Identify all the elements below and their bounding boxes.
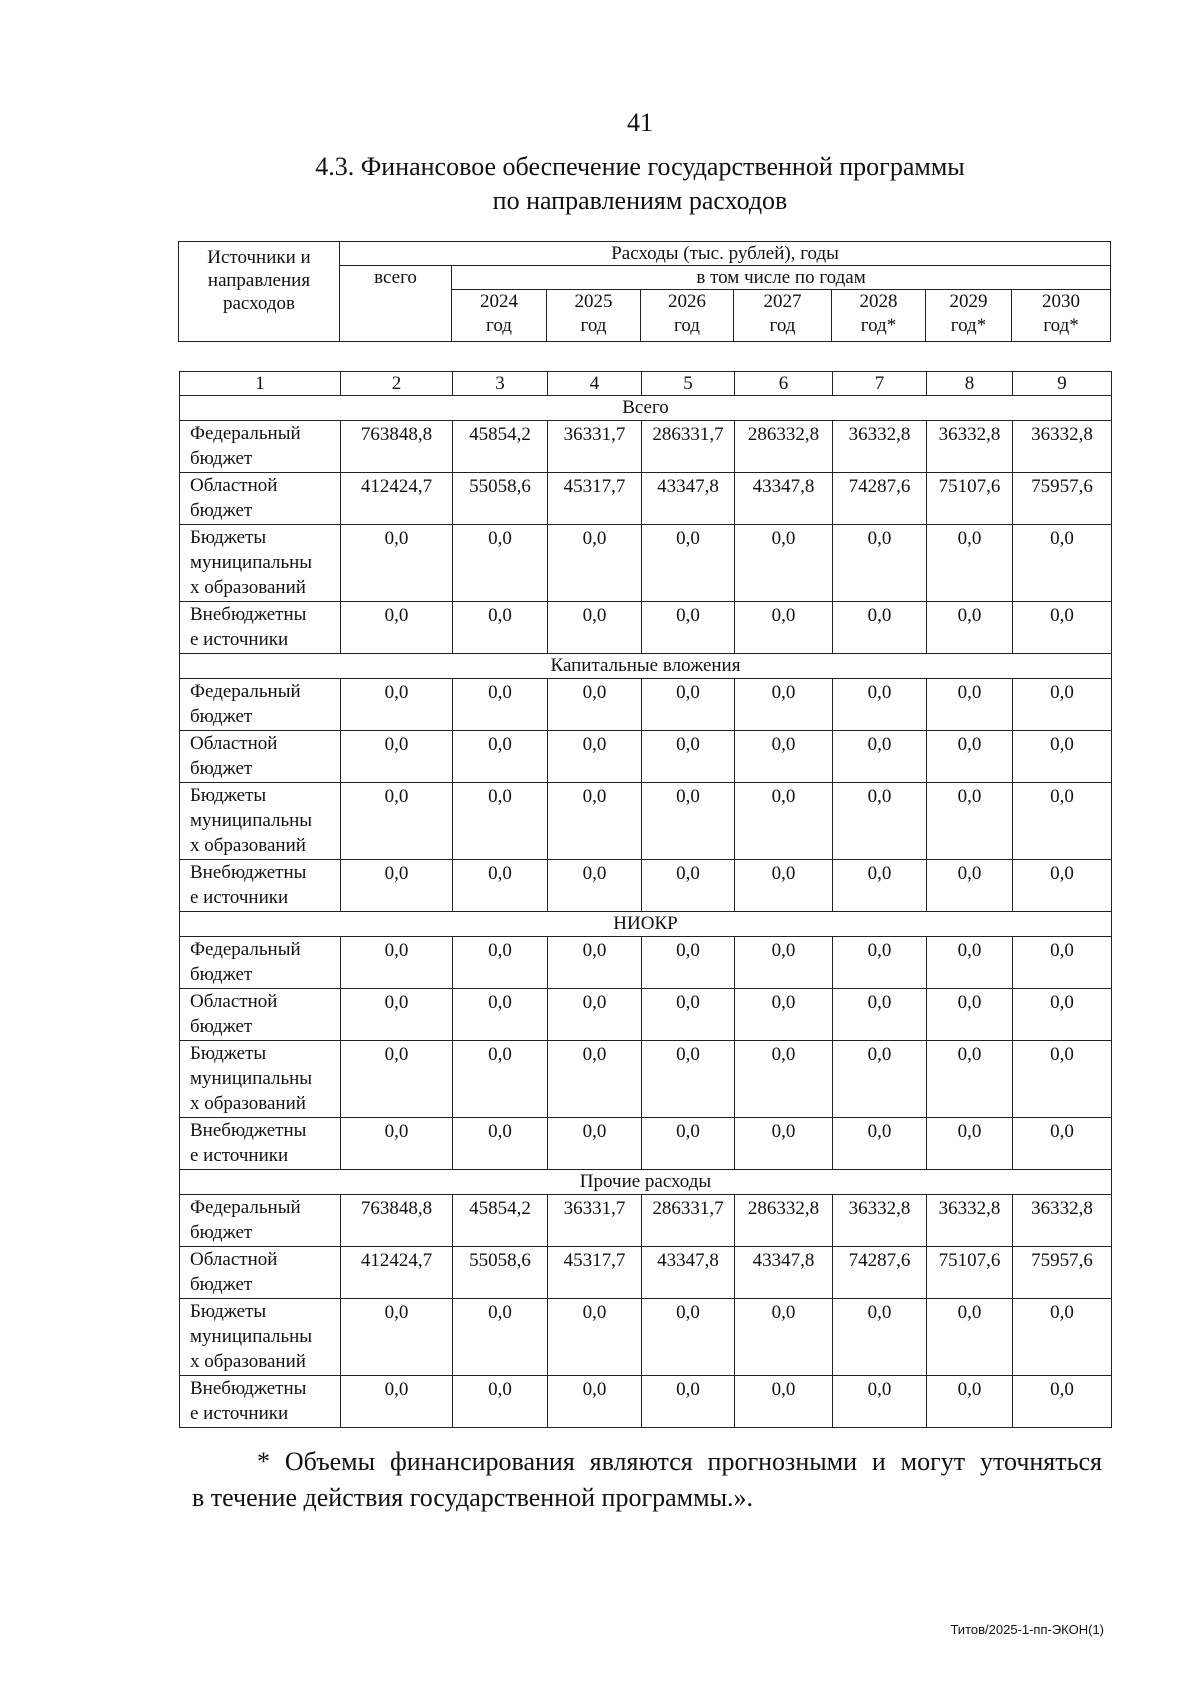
value-cell: 763848,8 (341, 1195, 453, 1247)
source-label-line: муниципальны (190, 1326, 313, 1347)
year-label: 2025 (574, 291, 613, 312)
source-label-line: Федеральный (190, 1197, 301, 1218)
value-cell: 0,0 (927, 989, 1013, 1041)
source-label (180, 525, 341, 602)
source-label-line: Бюджеты (190, 1301, 267, 1322)
value-cell: 0,0 (735, 937, 833, 989)
value-cell: 0,0 (548, 1299, 642, 1376)
value-cell: 0,0 (341, 1299, 453, 1376)
table-row (180, 473, 1112, 525)
value-cell: 0,0 (927, 731, 1013, 783)
value-cell: 36332,8 (1013, 421, 1112, 473)
value-cell: 0,0 (548, 525, 642, 602)
value-cell: 0,0 (1013, 525, 1112, 602)
sources-header-line: расходов (223, 293, 295, 314)
year-label: 2029 (949, 291, 988, 312)
section-row (180, 396, 1112, 421)
sources-header-line: направления (207, 270, 311, 291)
value-cell: 0,0 (642, 1376, 735, 1428)
value-cell: 0,0 (735, 602, 833, 654)
value-cell: 286331,7 (642, 1195, 735, 1247)
value-cell: 286331,7 (642, 421, 735, 473)
value-cell: 45854,2 (453, 1195, 548, 1247)
source-label (180, 1041, 341, 1118)
table-header (178, 241, 1111, 342)
value-cell: 0,0 (1013, 1118, 1112, 1170)
column-number: 5 (642, 372, 735, 396)
year-header (452, 290, 547, 342)
source-label-line: бюджет (190, 1222, 253, 1243)
source-label (180, 860, 341, 912)
table-row (180, 602, 1112, 654)
year-header (641, 290, 734, 342)
source-label-line: Областной (190, 991, 278, 1012)
value-cell: 0,0 (927, 1299, 1013, 1376)
year-label: 2024 (480, 291, 518, 312)
source-label (180, 989, 341, 1041)
value-cell: 0,0 (341, 989, 453, 1041)
value-cell: 0,0 (642, 1041, 735, 1118)
section-title: НИОКР (180, 912, 1112, 937)
year-unit: год* (860, 315, 897, 336)
year-label: 2028 (859, 291, 898, 312)
value-cell: 0,0 (341, 1041, 453, 1118)
value-cell: 0,0 (642, 679, 735, 731)
source-label-line: е источники (190, 1403, 289, 1424)
value-cell: 36331,7 (548, 1195, 642, 1247)
expenses-header: Расходы (тыс. рублей), годы (340, 242, 1111, 266)
column-number: 7 (833, 372, 927, 396)
value-cell: 36332,8 (927, 421, 1013, 473)
year-header (926, 290, 1012, 342)
data-table (179, 371, 1112, 1428)
value-cell: 0,0 (548, 989, 642, 1041)
value-cell: 0,0 (927, 679, 1013, 731)
value-cell: 43347,8 (642, 1247, 735, 1299)
value-cell: 45317,7 (548, 473, 642, 525)
value-cell: 0,0 (735, 783, 833, 860)
value-cell: 0,0 (548, 602, 642, 654)
value-cell: 0,0 (833, 1376, 927, 1428)
source-label-line: х образований (190, 1093, 306, 1114)
page-number: 41 (627, 108, 653, 137)
value-cell: 0,0 (453, 602, 548, 654)
value-cell: 0,0 (548, 679, 642, 731)
value-cell: 0,0 (927, 525, 1013, 602)
value-cell: 0,0 (341, 731, 453, 783)
table-row (180, 1376, 1112, 1428)
value-cell: 0,0 (833, 989, 927, 1041)
value-cell: 0,0 (642, 783, 735, 860)
year-unit: год (674, 315, 700, 336)
value-cell: 0,0 (735, 679, 833, 731)
source-label-line: е источники (190, 1145, 289, 1166)
value-cell: 45317,7 (548, 1247, 642, 1299)
value-cell: 0,0 (927, 860, 1013, 912)
table-row (180, 1118, 1112, 1170)
section-row (180, 912, 1112, 937)
table-row (180, 731, 1112, 783)
value-cell: 0,0 (735, 989, 833, 1041)
value-cell: 286332,8 (735, 421, 833, 473)
column-number: 1 (180, 372, 341, 396)
source-label-line: х образований (190, 835, 306, 856)
value-cell: 36331,7 (548, 421, 642, 473)
value-cell: 0,0 (341, 937, 453, 989)
source-label-line: муниципальны (190, 552, 313, 573)
value-cell: 0,0 (548, 783, 642, 860)
table-row (180, 937, 1112, 989)
year-header (832, 290, 926, 342)
value-cell: 0,0 (833, 1118, 927, 1170)
source-label-line: муниципальны (190, 810, 313, 831)
value-cell: 412424,7 (341, 473, 453, 525)
source-label-line: бюджет (190, 758, 253, 779)
value-cell: 55058,6 (453, 1247, 548, 1299)
section-row (180, 654, 1112, 679)
value-cell: 0,0 (341, 1118, 453, 1170)
value-cell: 0,0 (927, 1118, 1013, 1170)
source-label-line: х образований (190, 577, 306, 598)
source-label-line: Внебюджетны (190, 604, 307, 625)
source-label-line: Бюджеты (190, 1043, 267, 1064)
value-cell: 0,0 (1013, 731, 1112, 783)
value-cell: 75957,6 (1013, 1247, 1112, 1299)
total-header: всего (340, 266, 452, 342)
value-cell: 0,0 (548, 1041, 642, 1118)
table-row (180, 525, 1112, 602)
source-label-line: бюджет (190, 1016, 253, 1037)
source-label-line: Внебюджетны (190, 862, 307, 883)
source-label-line: Бюджеты (190, 527, 267, 548)
year-unit: год (580, 315, 607, 336)
value-cell: 412424,7 (341, 1247, 453, 1299)
value-cell: 0,0 (1013, 1041, 1112, 1118)
value-cell: 36332,8 (833, 1195, 927, 1247)
value-cell: 0,0 (1013, 860, 1112, 912)
table-row (180, 860, 1112, 912)
source-label-line: бюджет (190, 706, 253, 727)
value-cell: 0,0 (927, 783, 1013, 860)
source-label (180, 1118, 341, 1170)
title-line-2: по направлениям расходов (492, 186, 788, 215)
value-cell: 75107,6 (927, 1247, 1013, 1299)
value-cell: 0,0 (642, 860, 735, 912)
source-label-line: Внебюджетны (190, 1378, 307, 1399)
value-cell: 0,0 (833, 1041, 927, 1118)
source-label-line: бюджет (190, 448, 253, 469)
source-label-line: Областной (190, 1249, 278, 1270)
column-number: 6 (735, 372, 833, 396)
value-cell: 0,0 (642, 1299, 735, 1376)
document-id: Титов/2025-1-пп-ЭКОН(1) (950, 1622, 1104, 1637)
year-unit: год* (1043, 315, 1079, 336)
value-cell: 0,0 (833, 860, 927, 912)
source-label-line: Областной (190, 475, 278, 496)
column-number-row (180, 372, 1112, 396)
value-cell: 0,0 (453, 937, 548, 989)
column-number: 4 (548, 372, 642, 396)
source-label (180, 731, 341, 783)
value-cell: 0,0 (453, 679, 548, 731)
value-cell: 0,0 (1013, 679, 1112, 731)
value-cell: 45854,2 (453, 421, 548, 473)
column-number: 8 (927, 372, 1013, 396)
value-cell: 0,0 (735, 1376, 833, 1428)
value-cell: 43347,8 (642, 473, 735, 525)
value-cell: 0,0 (548, 731, 642, 783)
source-label-line: Областной (190, 733, 278, 754)
year-unit: год* (950, 315, 987, 336)
footnote-line-1: * Объемы финансирования являются прогнозными и могут уточняться (257, 1447, 1102, 1476)
page-title (0, 150, 1200, 218)
value-cell: 0,0 (642, 1118, 735, 1170)
value-cell: 0,0 (453, 783, 548, 860)
value-cell: 0,0 (1013, 602, 1112, 654)
value-cell: 36332,8 (1013, 1195, 1112, 1247)
value-cell: 55058,6 (453, 473, 548, 525)
table-row (180, 679, 1112, 731)
source-label (180, 421, 341, 473)
footnote-line-2: в течение действия государственной программы.». (192, 1483, 754, 1512)
value-cell: 75957,6 (1013, 473, 1112, 525)
source-label-line: бюджет (190, 964, 253, 985)
source-label (180, 1376, 341, 1428)
year-label: 2030 (1042, 291, 1081, 312)
source-label-line: Внебюджетны (190, 1120, 307, 1141)
value-cell: 75107,6 (927, 473, 1013, 525)
source-label-line: Федеральный (190, 681, 301, 702)
section-row (180, 1170, 1112, 1195)
sources-header-line: Источники и (207, 247, 311, 268)
year-label: 2027 (763, 291, 802, 312)
source-label-line: Федеральный (190, 423, 301, 444)
source-label-line: е источники (190, 887, 289, 908)
column-number: 2 (341, 372, 453, 396)
value-cell: 0,0 (341, 1376, 453, 1428)
source-label-line: бюджет (190, 500, 253, 521)
title-line-1: 4.3. Финансовое обеспечение государственной программы (315, 152, 965, 181)
source-label-line: х образований (190, 1351, 306, 1372)
column-number: 3 (453, 372, 548, 396)
value-cell: 0,0 (341, 783, 453, 860)
value-cell: 0,0 (927, 602, 1013, 654)
value-cell: 0,0 (833, 525, 927, 602)
section-title: Капитальные вложения (180, 654, 1112, 679)
value-cell: 0,0 (453, 731, 548, 783)
value-cell: 0,0 (927, 937, 1013, 989)
value-cell: 0,0 (453, 1118, 548, 1170)
source-label (180, 1247, 341, 1299)
table-row (180, 989, 1112, 1041)
value-cell: 0,0 (453, 989, 548, 1041)
value-cell: 0,0 (833, 1299, 927, 1376)
value-cell: 0,0 (453, 525, 548, 602)
value-cell: 0,0 (548, 1118, 642, 1170)
table-row (180, 1247, 1112, 1299)
table-row (180, 421, 1112, 473)
value-cell: 0,0 (833, 731, 927, 783)
source-label-line: е источники (190, 629, 289, 650)
value-cell: 0,0 (642, 731, 735, 783)
year-header (1012, 290, 1111, 342)
value-cell: 0,0 (735, 1041, 833, 1118)
source-label-line: Бюджеты (190, 785, 267, 806)
value-cell: 0,0 (341, 679, 453, 731)
value-cell: 0,0 (927, 1041, 1013, 1118)
source-label (180, 1195, 341, 1247)
value-cell: 0,0 (548, 1376, 642, 1428)
value-cell: 0,0 (735, 1299, 833, 1376)
value-cell: 0,0 (1013, 989, 1112, 1041)
source-label (180, 602, 341, 654)
value-cell: 0,0 (833, 602, 927, 654)
table-row (180, 1195, 1112, 1247)
value-cell: 0,0 (453, 1041, 548, 1118)
year-header (734, 290, 832, 342)
value-cell: 0,0 (735, 1118, 833, 1170)
year-label: 2026 (668, 291, 706, 312)
value-cell: 0,0 (453, 860, 548, 912)
value-cell: 0,0 (1013, 1376, 1112, 1428)
table-row (180, 783, 1112, 860)
value-cell: 286332,8 (735, 1195, 833, 1247)
value-cell: 0,0 (453, 1376, 548, 1428)
year-header (547, 290, 641, 342)
value-cell: 0,0 (453, 1299, 548, 1376)
value-cell: 43347,8 (735, 473, 833, 525)
value-cell: 0,0 (735, 860, 833, 912)
value-cell: 0,0 (642, 989, 735, 1041)
value-cell: 0,0 (642, 525, 735, 602)
source-label (180, 473, 341, 525)
source-label (180, 1299, 341, 1376)
year-unit: год (486, 315, 512, 336)
value-cell: 0,0 (1013, 783, 1112, 860)
value-cell: 763848,8 (341, 421, 453, 473)
source-label-line: муниципальны (190, 1068, 313, 1089)
value-cell: 0,0 (341, 602, 453, 654)
value-cell: 0,0 (735, 525, 833, 602)
value-cell: 0,0 (642, 602, 735, 654)
value-cell: 0,0 (548, 860, 642, 912)
source-label (180, 783, 341, 860)
footnote (192, 1444, 1102, 1516)
source-label (180, 937, 341, 989)
value-cell: 74287,6 (833, 1247, 927, 1299)
value-cell: 36332,8 (833, 421, 927, 473)
value-cell: 0,0 (341, 860, 453, 912)
value-cell: 74287,6 (833, 473, 927, 525)
value-cell: 0,0 (341, 525, 453, 602)
value-cell: 36332,8 (927, 1195, 1013, 1247)
year-unit: год (769, 315, 796, 336)
value-cell: 0,0 (833, 937, 927, 989)
column-number: 9 (1013, 372, 1112, 396)
value-cell: 0,0 (735, 731, 833, 783)
source-label (180, 679, 341, 731)
value-cell: 0,0 (833, 783, 927, 860)
sources-header (179, 242, 340, 342)
value-cell: 0,0 (927, 1376, 1013, 1428)
source-label-line: Федеральный (190, 939, 301, 960)
value-cell: 0,0 (1013, 1299, 1112, 1376)
section-title: Прочие расходы (180, 1170, 1112, 1195)
source-label-line: бюджет (190, 1274, 253, 1295)
value-cell: 0,0 (642, 937, 735, 989)
by-years-header: в том числе по годам (452, 266, 1111, 290)
table-row (180, 1041, 1112, 1118)
value-cell: 0,0 (1013, 937, 1112, 989)
section-title: Всего (180, 396, 1112, 421)
value-cell: 0,0 (548, 937, 642, 989)
value-cell: 0,0 (833, 679, 927, 731)
table-row (180, 1299, 1112, 1376)
value-cell: 43347,8 (735, 1247, 833, 1299)
